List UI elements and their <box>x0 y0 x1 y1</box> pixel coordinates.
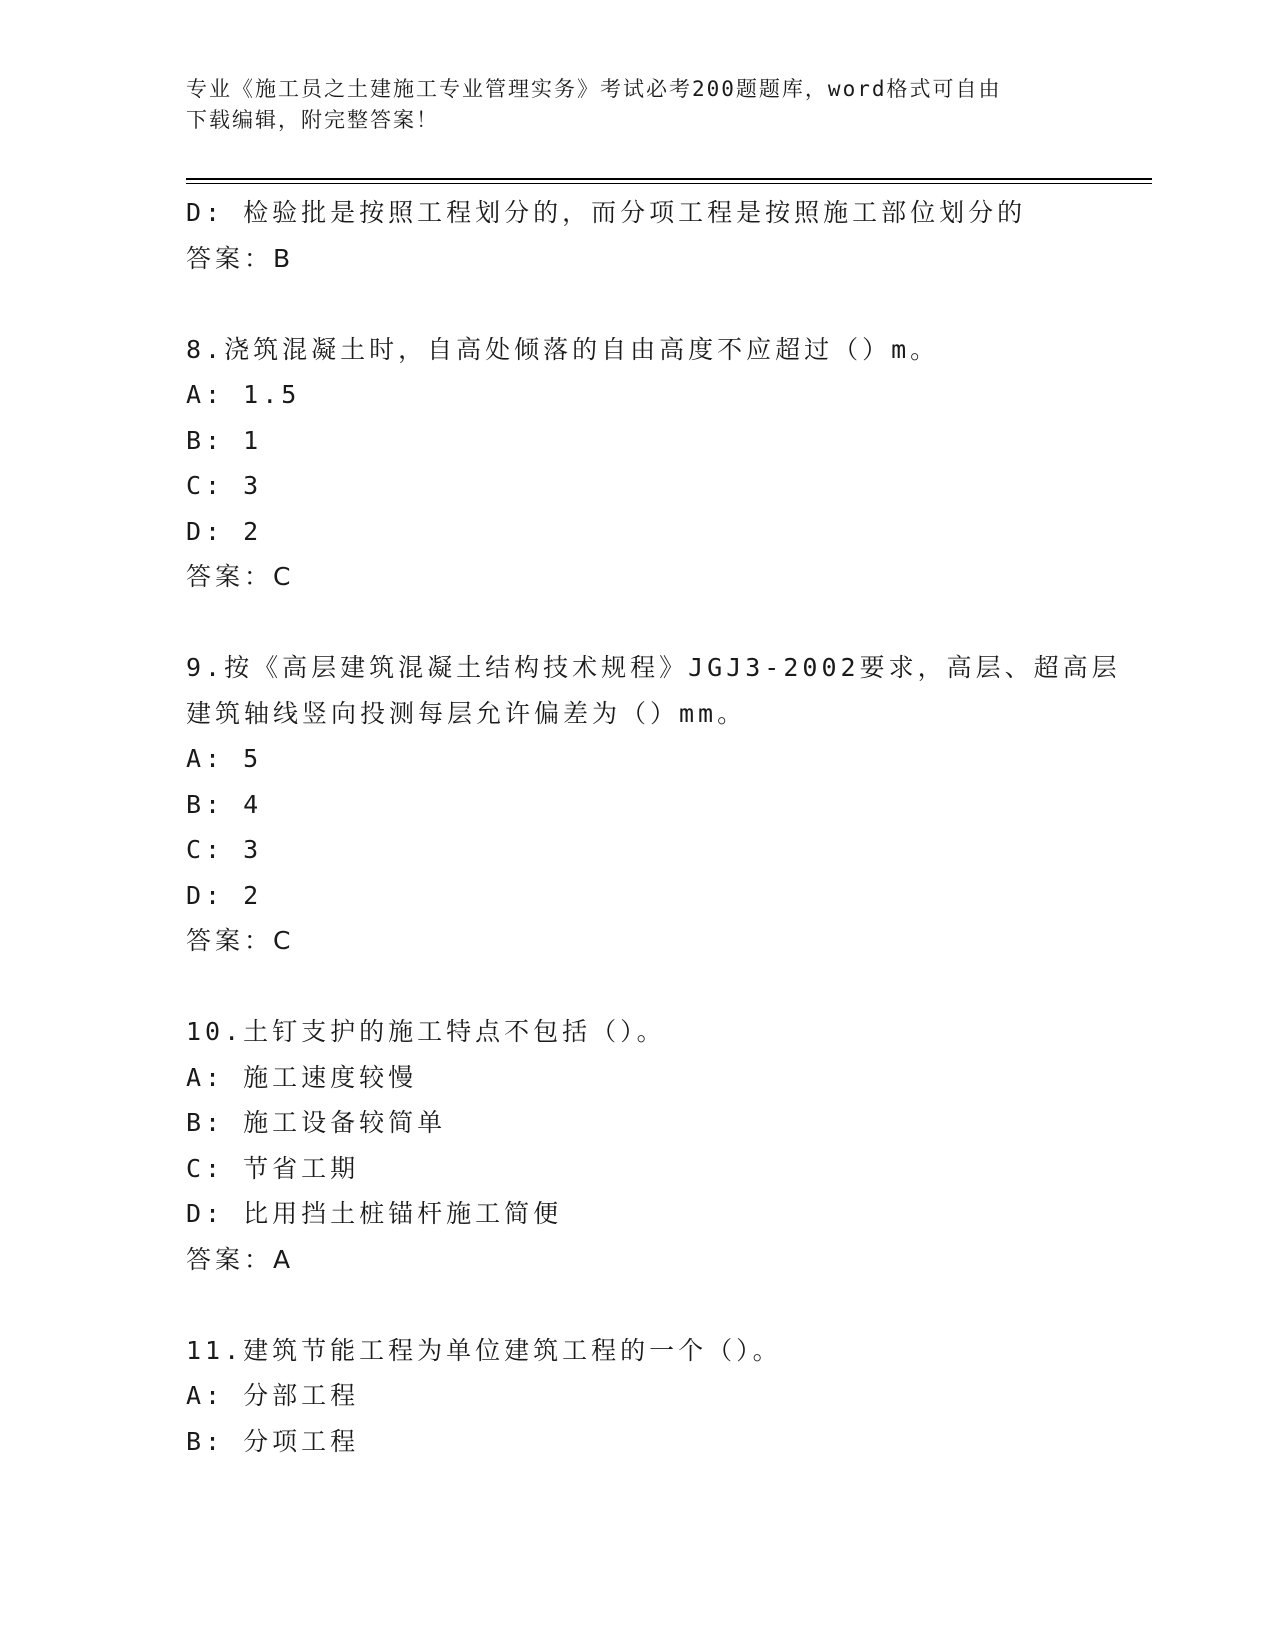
question-8 <box>186 327 1106 600</box>
question-10 <box>186 1009 1106 1282</box>
option-b: B: 施工设备较简单 <box>186 1108 447 1137</box>
option-a: A: 施工速度较慢 <box>186 1062 418 1092</box>
answer: 答案：C <box>186 926 295 955</box>
question-list <box>186 190 1121 1464</box>
option-b: B: 分项工程 <box>186 1426 360 1456</box>
answer: 答案：A <box>186 1244 295 1274</box>
option-c: C: 3 <box>186 471 263 500</box>
spacer <box>186 281 1106 327</box>
option-b: B: 4 <box>186 789 263 819</box>
question-stem: 10.土钉支护的施工特点不包括（）。 <box>186 1017 666 1046</box>
spacer <box>186 964 1106 1010</box>
partial-option-d: D: 检验批是按照工程划分的，而分项工程是按照施工部位划分的 <box>186 198 1027 227</box>
header-divider-thick <box>186 178 1152 180</box>
option-d: D: 2 <box>186 880 263 910</box>
option-b: B: 1 <box>186 425 263 455</box>
question-stem: 9.按《高层建筑混凝土结构技术规程》JGJ3-2002要求，高层、超高层 <box>186 653 1121 682</box>
option-d: D: 2 <box>186 516 263 546</box>
answer: 答案：C <box>186 562 295 591</box>
spacer <box>186 1282 1106 1328</box>
header-divider-thin <box>186 183 1152 184</box>
question-stem: 11.建筑节能工程为单位建筑工程的一个（）。 <box>186 1335 782 1365</box>
option-d: D: 比用挡土桩锚杆施工简便 <box>186 1199 563 1228</box>
option-a: A: 分部工程 <box>186 1381 360 1410</box>
header-line-1: 专业《施工员之土建施工专业管理实务》考试必考200题题库，word格式可自由 <box>186 77 1002 101</box>
document-header <box>186 74 1086 136</box>
option-a: A: 5 <box>186 744 263 773</box>
question-11 <box>186 1328 1106 1465</box>
option-c: C: 节省工期 <box>186 1153 360 1183</box>
option-c: C: 3 <box>186 835 263 864</box>
option-a: A: 1.5 <box>186 380 301 409</box>
question-stem: 8.浇筑混凝土时，自高处倾落的自由高度不应超过（）m。 <box>186 334 940 364</box>
question-stem-continued: 建筑轴线竖向投测每层允许偏差为（）mm。 <box>186 698 747 728</box>
question-9 <box>186 645 1121 964</box>
partial-answer: 答案：B <box>186 243 295 273</box>
spacer <box>186 600 1106 646</box>
header-line-2: 下载编辑，附完整答案！ <box>186 108 439 132</box>
